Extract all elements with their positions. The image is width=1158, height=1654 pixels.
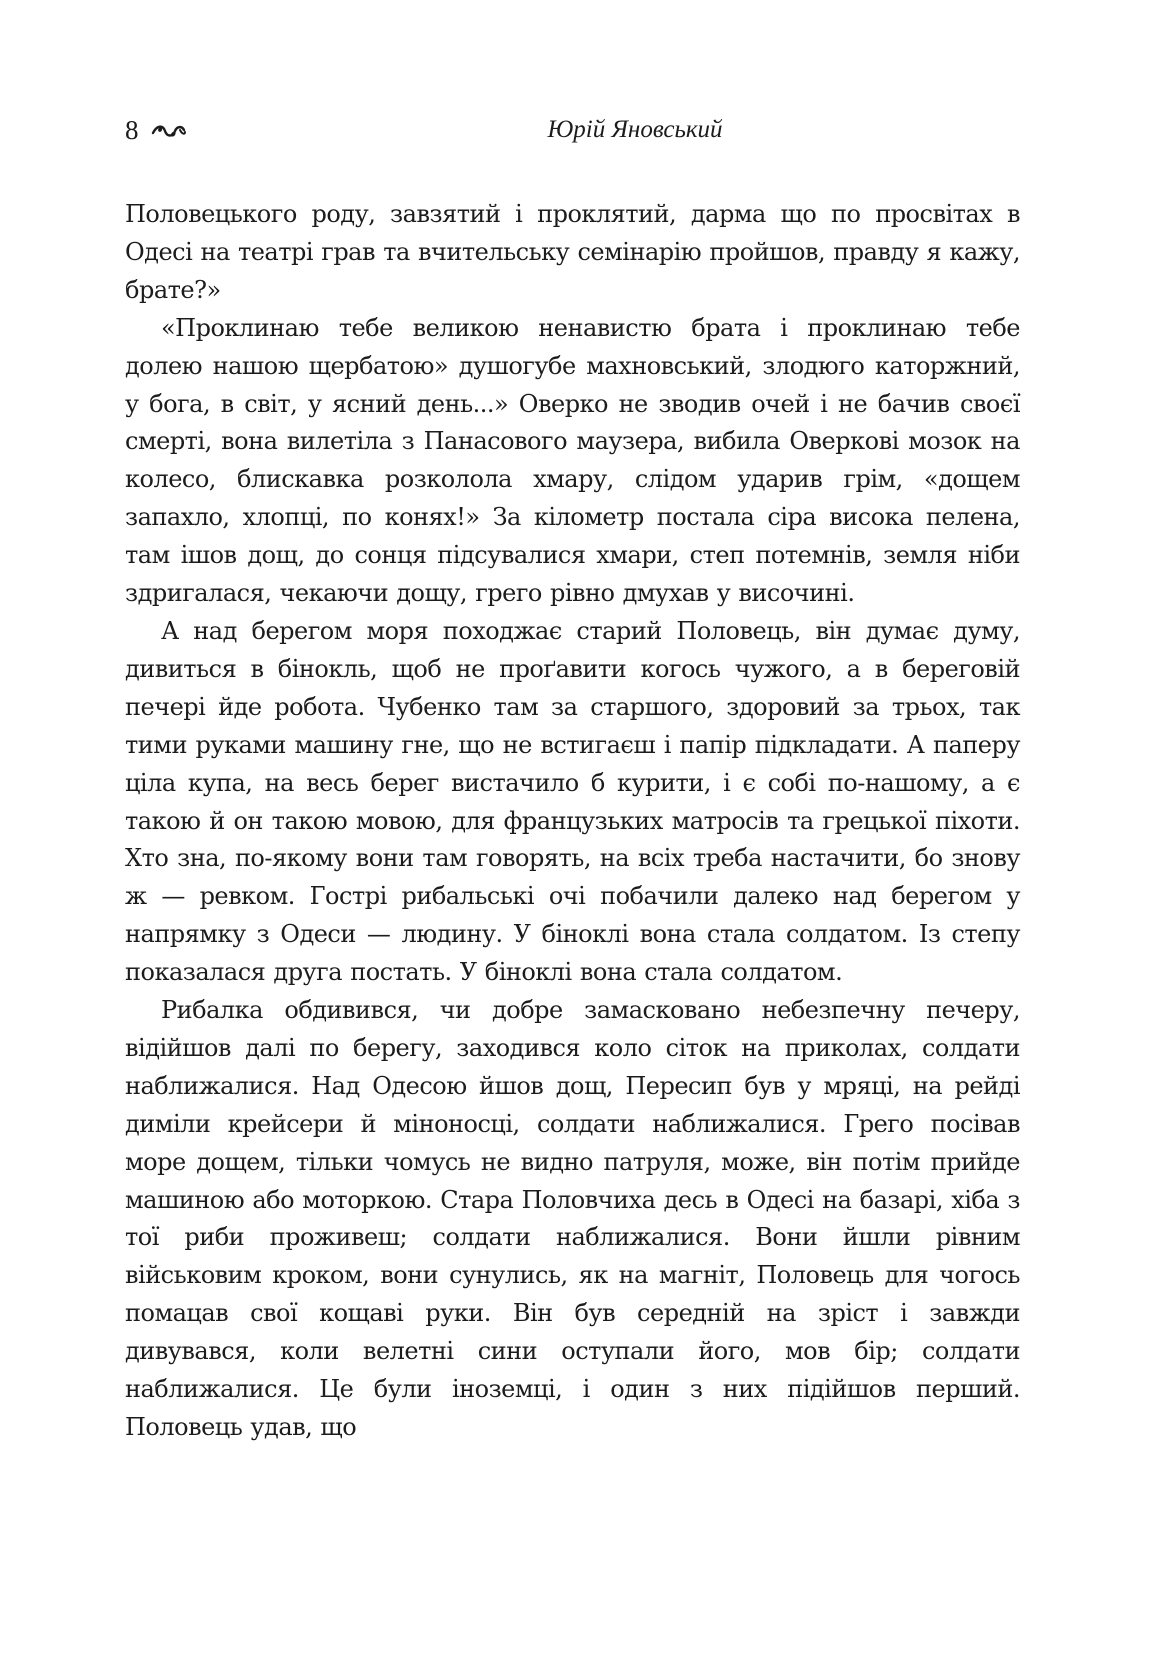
page-number: 8 [125, 115, 139, 145]
page-body [125, 196, 1020, 1447]
running-title-author: Юрій Яновський [547, 116, 723, 143]
paragraph-4: Рибалка обдивився, чи добре замасковано небезпечну печеру, відійшов далі по берегу, заходився коло сіток на приколах, солдати наближалися. Над Одесою йшов дощ, Пересип був у мряці, на рейді диміли крейсери й міноносці, солдати наближалися. Грего посівав море дощем, тільки чомусь не видно патруля, може, він потім прийде машиною або моторкою. Стара Половчиха десь в Одесі на базарі, хіба з тої риби проживеш; солдати наближалися. Вони йшли рівним військовим кроком, вони сунулись, як на магніт, Половець для чогось помацав свої кощаві руки. Він був середній на зріст і завжди дивувався, коли велетні сини оступали його, мов бір; солдати наближалися. Це були іноземці, і один з них підійшов перший. Половець удав, що [125, 996, 1020, 1441]
paragraph-3: А над берегом моря походжає старий Половець, він думає думу, дивиться в бінокль, щоб не проґавити когось чужого, а в береговій печері йде робота. Чубенко там за старшого, здоровий за трьох, так тими руками машину гне, що не встигаєш і папір підкладати. А паперу ціла купа, на весь берег вистачило б курити, і є собі по-нашому, а є такою й он такою мовою, для французьких матросів та грецької піхоти. Хто зна, по-якому вони там говорять, на всіх треба настачити, бо знову ж — ревком. Гострі рибальські очі побачили далеко над берегом у напрямку з Одеси — людину. У біноклі вона стала солдатом. Із степу показалася друга постать. У біноклі вона стала солдатом. [125, 616, 1020, 987]
running-header [125, 110, 1025, 150]
paragraph-1: Половецького роду, завзятий і проклятий, дарма що по просвітах в Одесі на театрі грав та вчительську семінарію пройшов, правду я кажу, брате?» [125, 200, 1020, 304]
paragraph-2: «Проклинаю тебе великою ненавистю брата і проклинаю тебе долею нашою щербатою» душогубе махновський, злодюго каторжний, у бога, в світ, у ясний день...» Оверко не зводив очей і не бачив своєї смерті, вона вилетіла з Панасового маузера, вибила Оверкові мозок на колесо, блискавка розколола хмару, слідом ударив грім, «дощем запахло, хлопці, по конях!» За кілометр постала сіра висока пелена, там ішов дощ, до сонця підсувалися хмари, степ потемнів, земля ніби здригалася, чекаючи дощу, грего рівно дмухав у височині. [125, 313, 1020, 608]
